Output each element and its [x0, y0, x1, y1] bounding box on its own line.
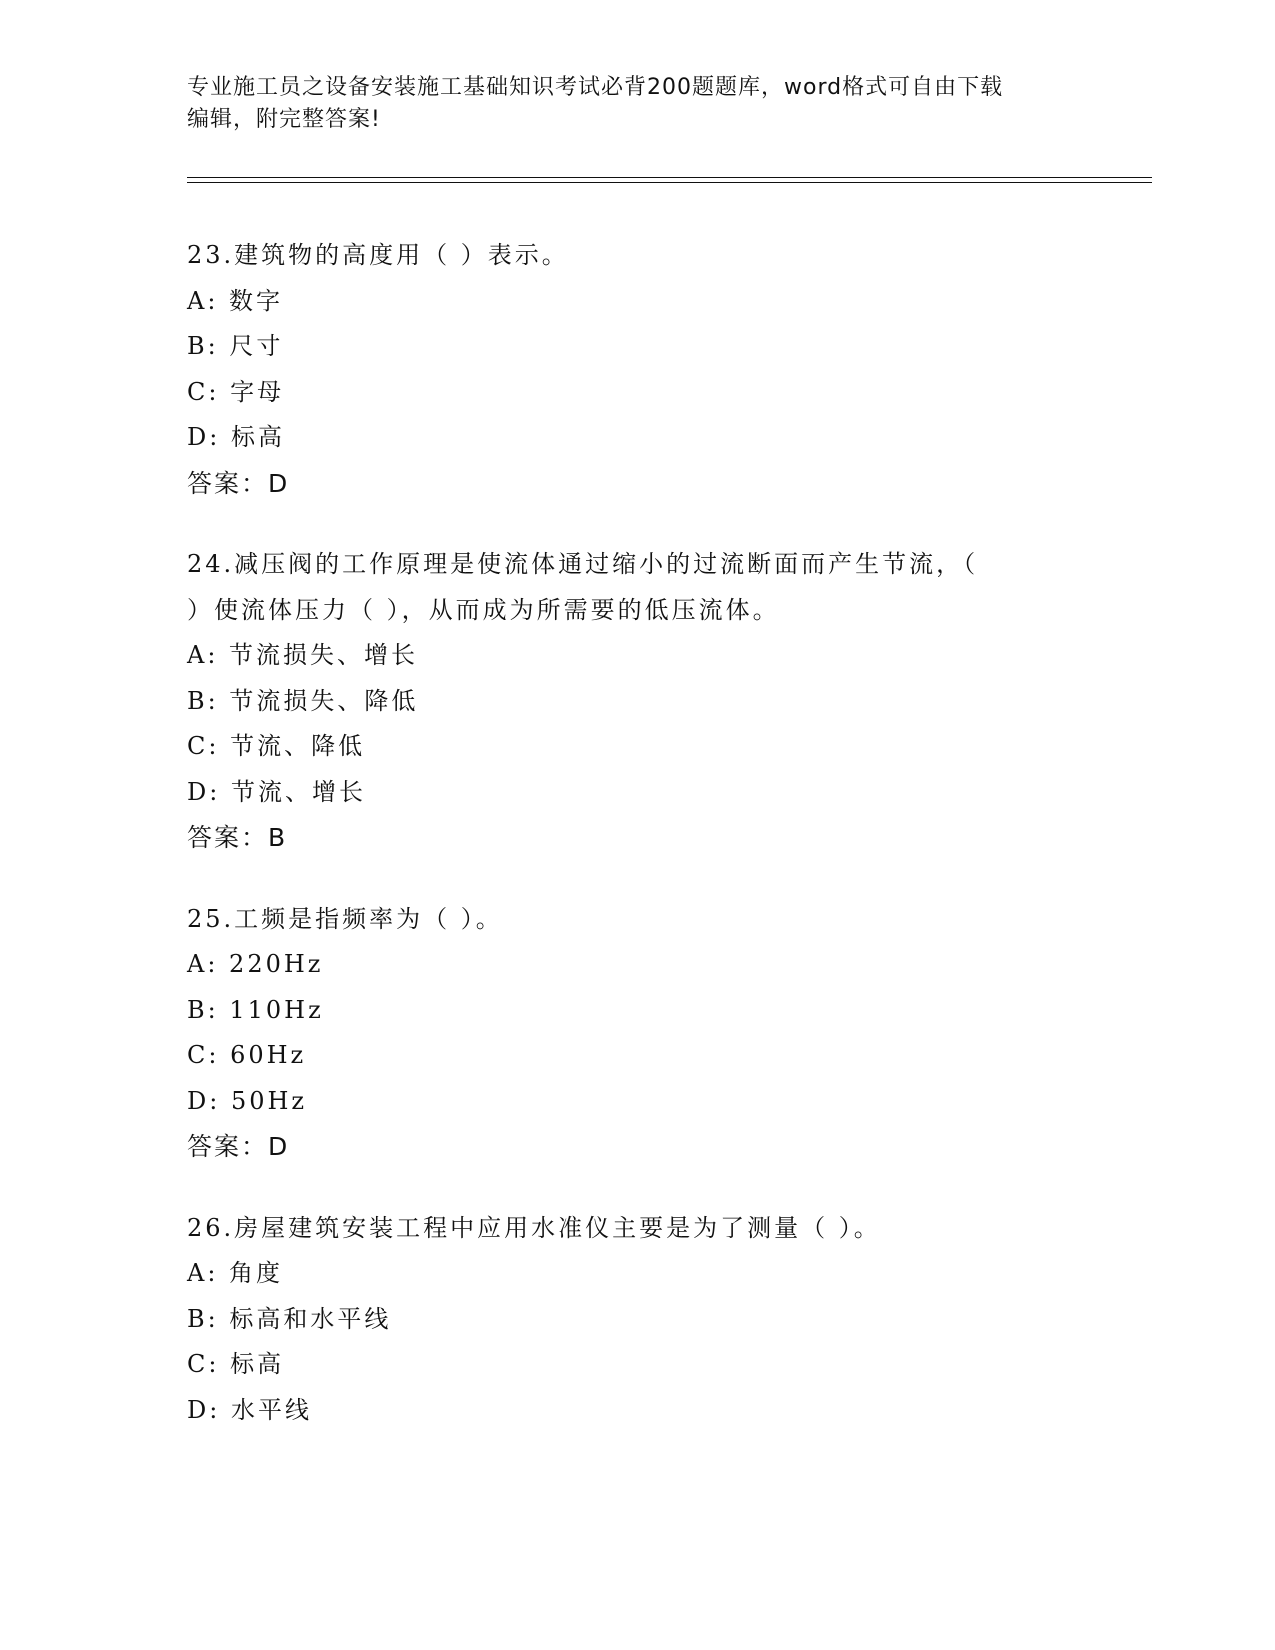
- option-b: B: 节流损失、降低: [187, 686, 419, 715]
- question-stem: 23.建筑物的高度用（ ）表示。: [187, 241, 569, 269]
- answer: 答案：B: [187, 823, 288, 852]
- answer: 答案：D: [187, 468, 290, 498]
- option-a: A: 节流损失、增长: [187, 641, 419, 669]
- option-d: D: 节流、增长: [187, 777, 366, 806]
- option-a: A: 角度: [187, 1259, 284, 1287]
- option-d: D: 水平线: [187, 1395, 312, 1424]
- question-stem: 26.房屋建筑安装工程中应用水准仪主要是为了测量（ ）。: [187, 1213, 881, 1242]
- document-header: [187, 72, 1087, 136]
- answer: 答案：D: [187, 1132, 290, 1161]
- question-24: [187, 542, 1087, 861]
- option-a: A: 数字: [187, 286, 284, 315]
- option-c: C: 60Hz: [187, 1041, 307, 1069]
- question-25: [187, 897, 1087, 1170]
- option-b: B: 110Hz: [187, 995, 324, 1024]
- option-c: C: 字母: [187, 377, 285, 406]
- option-c: C: 节流、降低: [187, 732, 366, 760]
- option-c: C: 标高: [187, 1350, 285, 1378]
- question-stem-line-1: 24.减压阀的工作原理是使流体通过缩小的过流断面而产生节流，（: [187, 550, 979, 578]
- question-26: [187, 1206, 1087, 1434]
- option-b: B: 尺寸: [187, 332, 284, 360]
- option-b: B: 标高和水平线: [187, 1304, 392, 1333]
- question-23: [187, 233, 1087, 506]
- option-d: D: 50Hz: [187, 1086, 308, 1115]
- header-divider-bottom: [187, 182, 1152, 183]
- question-stem: 25.工频是指频率为（ ）。: [187, 904, 503, 933]
- header-line-1: 专业施工员之设备安装施工基础知识考试必背200题题库，word格式可自由下载: [187, 75, 1004, 100]
- option-d: D: 标高: [187, 423, 285, 451]
- option-a: A: 220Hz: [187, 950, 324, 978]
- question-stem-line-2: ）使流体压力（ ），从而成为所需要的低压流体。: [187, 595, 780, 624]
- header-divider-top: [187, 177, 1152, 178]
- header-line-2: 编辑，附完整答案!: [187, 107, 381, 132]
- question-list: [187, 233, 1087, 1469]
